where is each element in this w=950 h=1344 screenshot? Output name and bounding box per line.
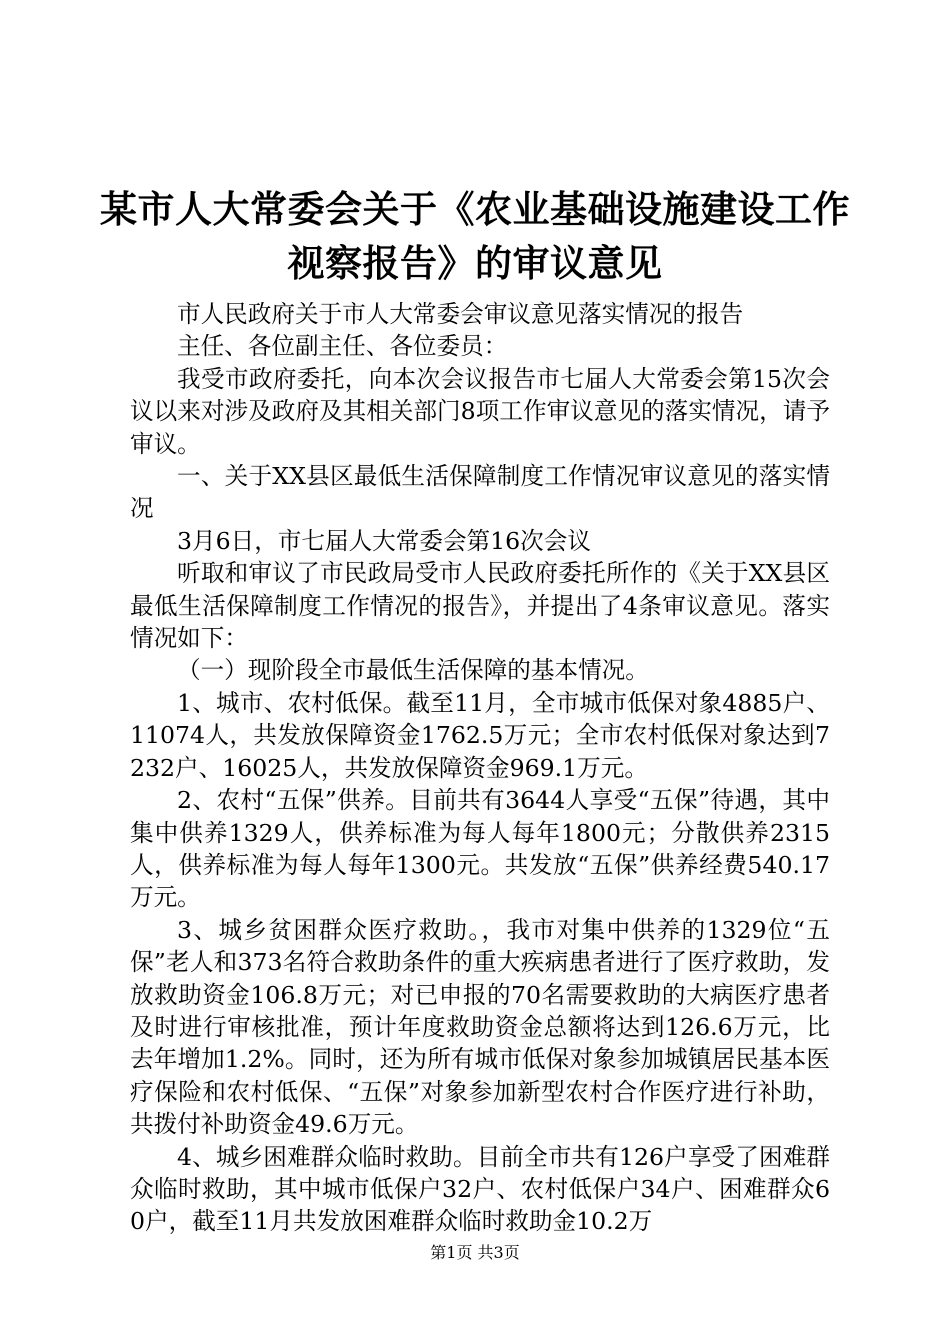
paragraph-meeting-date: 3月6日，市七届人大常委会第16次会议 <box>177 526 591 555</box>
paragraph-item-2: 2、农村“五保”供养。目前共有3644人享受“五保”待遇，其中集中供养1329人，供养标准为每人每年1800元；分散供养2315人，供养标准为每人每年1300元。共发放“五保”供养经费540.17万元。 <box>130 786 830 912</box>
paragraph-item-1: 1、城市、农村低保。截至11月，全市城市低保对象4885户、11074人，共发放保障资金1762.5万元；全市农村低保对象达到7232户、16025人，共发放保障资金969.1万元。 <box>130 688 830 782</box>
paragraph-item-4: 4、城乡困难群众临时救助。目前全市共有126户享受了困难群众临时救助，其中城市低保户32户、农村低保户34户、困难群众60户，截至11月共发放困难群众临时救助金10.2万 <box>130 1142 830 1236</box>
document-title-line-1: 某市人大常委会关于《农业基础设施建设工作 <box>100 188 850 231</box>
paragraph-section-1-heading: 一、关于XX县区最低生活保障制度工作情况审议意见的落实情况 <box>130 462 830 523</box>
paragraph-subsection-1: （一）现阶段全市最低生活保障的基本情况。 <box>177 656 649 685</box>
paragraph-report-heading: 市人民政府关于市人大常委会审议意见落实情况的报告 <box>177 300 744 328</box>
document-body <box>130 298 830 1238</box>
paragraph-review: 听取和审议了市民政局受市人民政府委托所作的《关于XX县区最低生活保障制度工作情况的报告》，并提出了4条审议意见。落实情况如下： <box>130 559 830 653</box>
document-title-line-2: 视察报告》的审议意见 <box>287 242 663 285</box>
page-footer: 第1页 共3页 <box>430 1243 520 1262</box>
paragraph-item-3: 3、城乡贫困群众医疗救助。，我市对集中供养的1329位“五保”老人和373名符合救助条件的重大疾病患者进行了医疗救助，发放救助资金106.8万元；对已申报的70名需要救助的大病医疗患者及时进行审核批准，预计年度救助资金总额将达到126.6万元，比去年增加1.2%。同时，还为所有城市低保对象参加城镇居民基本医疗保险和农村低保、“五保”对象参加新型农村合作医疗进行补助，共拨付补助资金49.6万元。 <box>130 915 830 1139</box>
paragraph-intro: 我受市政府委托，向本次会议报告市七届人大常委会第15次会议以来对涉及政府及其相关部门8项工作审议意见的落实情况，请予审议。 <box>130 364 830 458</box>
paragraph-salutation: 主任、各位副主任、各位委员： <box>177 332 508 361</box>
